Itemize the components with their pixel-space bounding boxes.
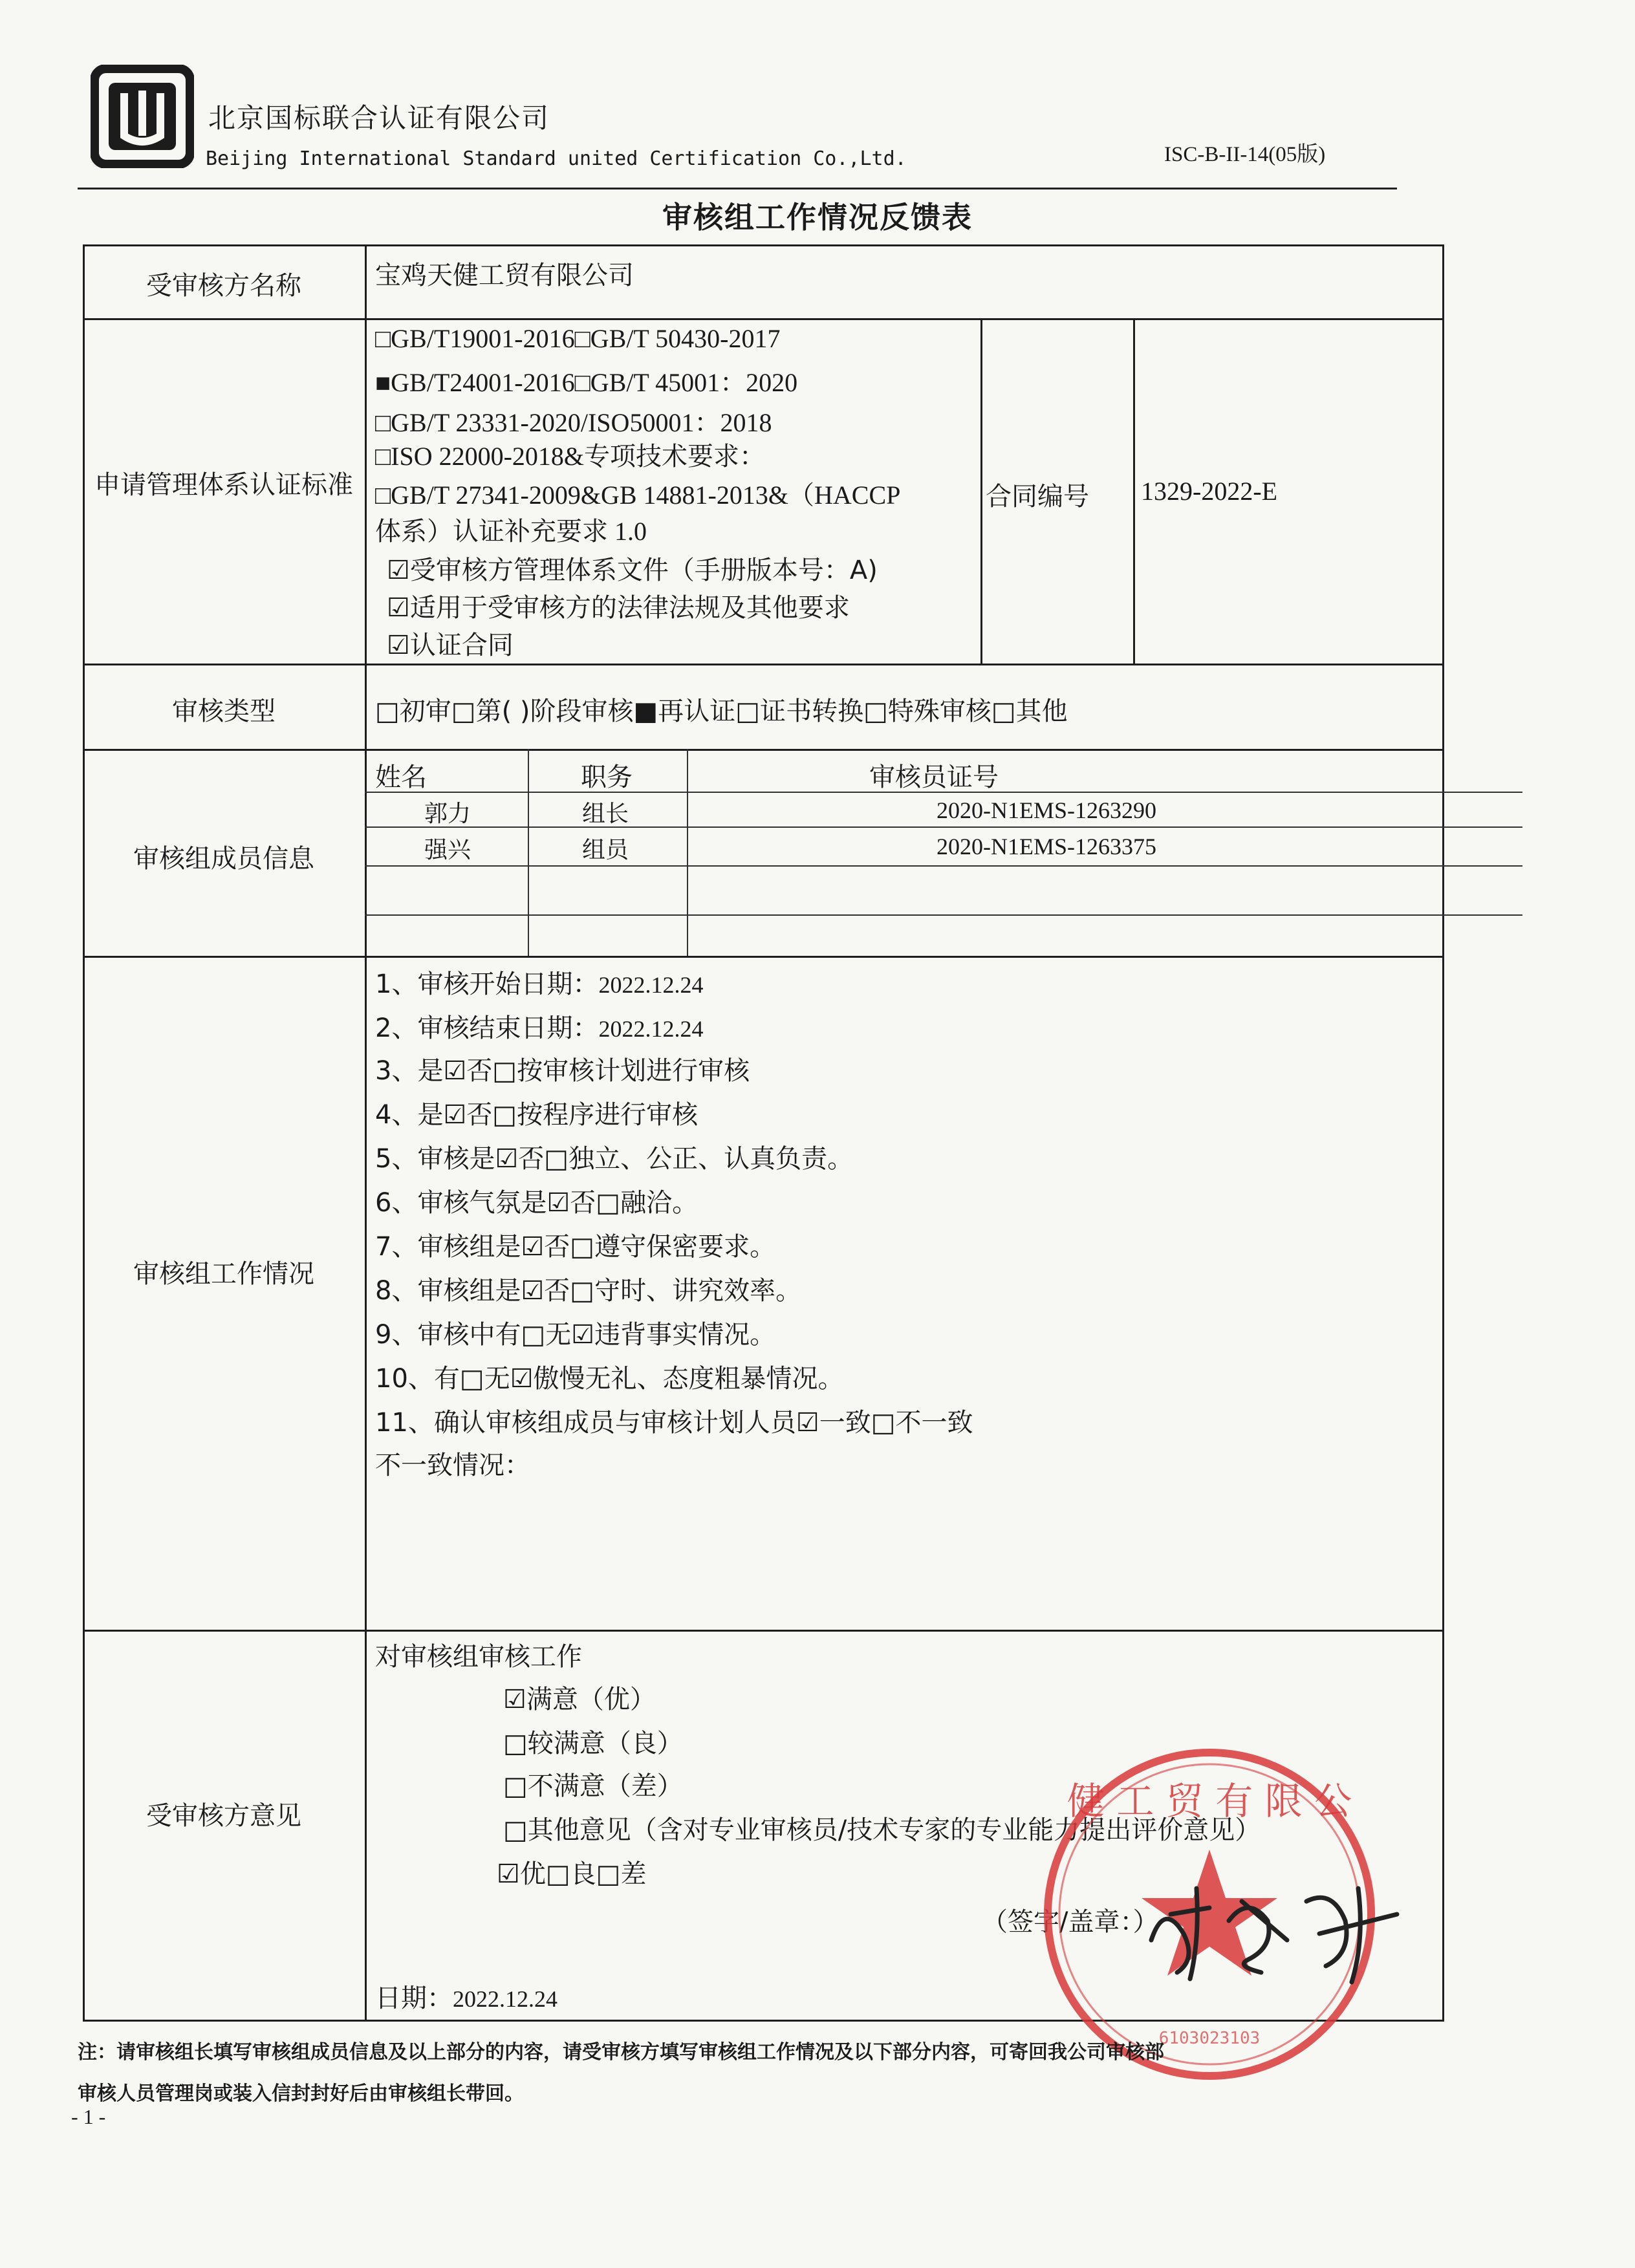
standard-line: □GB/T19001-2016□GB/T 50430-2017 xyxy=(375,324,781,353)
page-number: - 1 - xyxy=(71,2105,106,2128)
header-rule xyxy=(78,188,1397,189)
company-logo xyxy=(91,65,194,168)
work-end-date: 2022.12.24 xyxy=(598,1016,704,1042)
company-name-en: Beijing International Standard united Certification Co.,Ltd. xyxy=(206,147,907,170)
work-label: 审核组工作情况 xyxy=(133,1259,314,1289)
work-item: 5、审核是☑否□独立、公正、认真负责。 xyxy=(375,1144,854,1174)
row-divider xyxy=(83,749,1444,751)
footnote-line-2: 审核人员管理岗或装入信封封好后由审核组长带回。 xyxy=(78,2082,524,2105)
member-role: 组员 xyxy=(582,837,629,863)
table-border-right xyxy=(1442,244,1444,2022)
member-grid-line xyxy=(365,865,1522,867)
audit-type-label: 审核类型 xyxy=(172,697,276,726)
member-name: 郭力 xyxy=(424,801,471,827)
work-item: 8、审核组是☑否□守时、讲究效率。 xyxy=(375,1276,802,1306)
work-item: 9、审核中有□无☑违背事实情况。 xyxy=(375,1320,776,1350)
opinion-option: □其他意见（含对专业审核员/技术专家的专业能力提出评价意见） xyxy=(503,1815,1261,1845)
member-role: 组长 xyxy=(582,801,629,827)
member-grid-line xyxy=(365,826,1522,828)
work-start-date: 2022.12.24 xyxy=(598,972,704,998)
member-col-divider xyxy=(687,749,688,956)
member-cert: 2020-N1EMS-1263375 xyxy=(937,834,1156,859)
opinion-date-value: 2022.12.24 xyxy=(453,1986,558,2012)
work-item: 10、有□无☑傲慢无礼、态度粗暴情况。 xyxy=(375,1364,844,1394)
member-header-name: 姓名 xyxy=(375,762,427,792)
standards-divider xyxy=(980,318,982,664)
opinion-option: □较满意（良） xyxy=(503,1729,683,1758)
svg-text:健 工 贸 有 限 公: 健 工 贸 有 限 公 xyxy=(1067,1779,1352,1823)
standard-line: □GB/T 27341-2009&GB 14881-2013&（HACCP xyxy=(375,481,901,510)
svg-text:6103023103: 6103023103 xyxy=(1158,2029,1261,2048)
work-end xyxy=(375,1008,703,1044)
company-name-cn: 北京国标联合认证有限公司 xyxy=(208,102,550,134)
opinion-label: 受审核方意见 xyxy=(146,1801,301,1831)
sign-label: （签字/盖章：） xyxy=(982,1907,1159,1937)
members-label: 审核组成员信息 xyxy=(133,844,314,874)
form-title: 审核组工作情况反馈表 xyxy=(662,200,973,235)
work-item: 7、审核组是☑否□遵守保密要求。 xyxy=(375,1232,776,1262)
work-start-label: 1、审核开始日期： xyxy=(375,969,599,999)
auditee-label: 受审核方名称 xyxy=(146,271,301,301)
handwritten-signature xyxy=(1138,1863,1410,1992)
contract-number: 1329-2022-E xyxy=(1141,477,1278,506)
row-divider xyxy=(83,664,1444,665)
work-item: 6、审核气氛是☑否□融洽。 xyxy=(375,1188,698,1218)
member-grid-line xyxy=(365,914,1522,916)
work-start xyxy=(375,964,703,1000)
opinion-intro: 对审核组审核工作 xyxy=(375,1642,582,1672)
member-name: 强兴 xyxy=(424,837,471,863)
opinion-date-label: 日期： xyxy=(375,1983,453,2013)
footnote-line-1: 注：请审核组长填写审核组成员信息及以上部分的内容，请受审核方填写审核组工作情况及以下部分内容，可寄回我公司审核部 xyxy=(78,2041,1164,2064)
auditee-value: 宝鸡天健工贸有限公司 xyxy=(375,261,634,290)
opinion-date xyxy=(375,1978,558,2014)
standard-line: 体系）认证补充要求 1.0 xyxy=(375,517,647,546)
member-header-role: 职务 xyxy=(581,762,633,792)
member-cert: 2020-N1EMS-1263290 xyxy=(937,797,1156,823)
standard-line: □GB/T 23331-2020/ISO50001：2018 xyxy=(375,408,772,437)
table-border-top xyxy=(83,244,1444,246)
member-col-divider xyxy=(528,749,529,956)
member-header-cert: 审核员证号 xyxy=(869,762,999,792)
row-divider xyxy=(83,1630,1444,1632)
document-code: ISC-B-II-14(05版) xyxy=(1164,143,1326,166)
standards-label: 申请管理体系认证标准 xyxy=(94,470,353,500)
work-item: 不一致情况： xyxy=(375,1451,530,1480)
row-divider xyxy=(83,956,1444,958)
work-end-label: 2、审核结束日期： xyxy=(375,1013,599,1043)
label-column-divider xyxy=(365,244,367,2022)
standard-line: □ISO 22000-2018&专项技术要求： xyxy=(375,442,766,471)
row-divider xyxy=(83,318,1444,320)
work-item: 3、是☑否□按审核计划进行审核 xyxy=(375,1056,750,1086)
standard-line: ☑适用于受审核方的法律法规及其他要求 xyxy=(387,593,850,623)
work-item: 11、确认审核组成员与审核计划人员☑一致□不一致 xyxy=(375,1408,973,1438)
contract-divider xyxy=(1133,318,1135,664)
audit-type-value: □初审□第( )阶段审核■再认证□证书转换□特殊审核□其他 xyxy=(375,697,1068,726)
table-border-left xyxy=(83,244,85,2022)
opinion-option: □不满意（差） xyxy=(503,1771,683,1801)
contract-label: 合同编号 xyxy=(986,482,1089,512)
standard-line: ■GB/T24001-2016□GB/T 45001：2020 xyxy=(375,368,798,397)
work-item: 4、是☑否□按程序进行审核 xyxy=(375,1100,698,1130)
opinion-option: ☑优□良□差 xyxy=(497,1859,647,1889)
standard-line: ☑认证合同 xyxy=(387,631,514,660)
standard-line: ☑受审核方管理体系文件（手册版本号：A) xyxy=(387,556,878,585)
opinion-option: ☑满意（优） xyxy=(503,1685,656,1714)
